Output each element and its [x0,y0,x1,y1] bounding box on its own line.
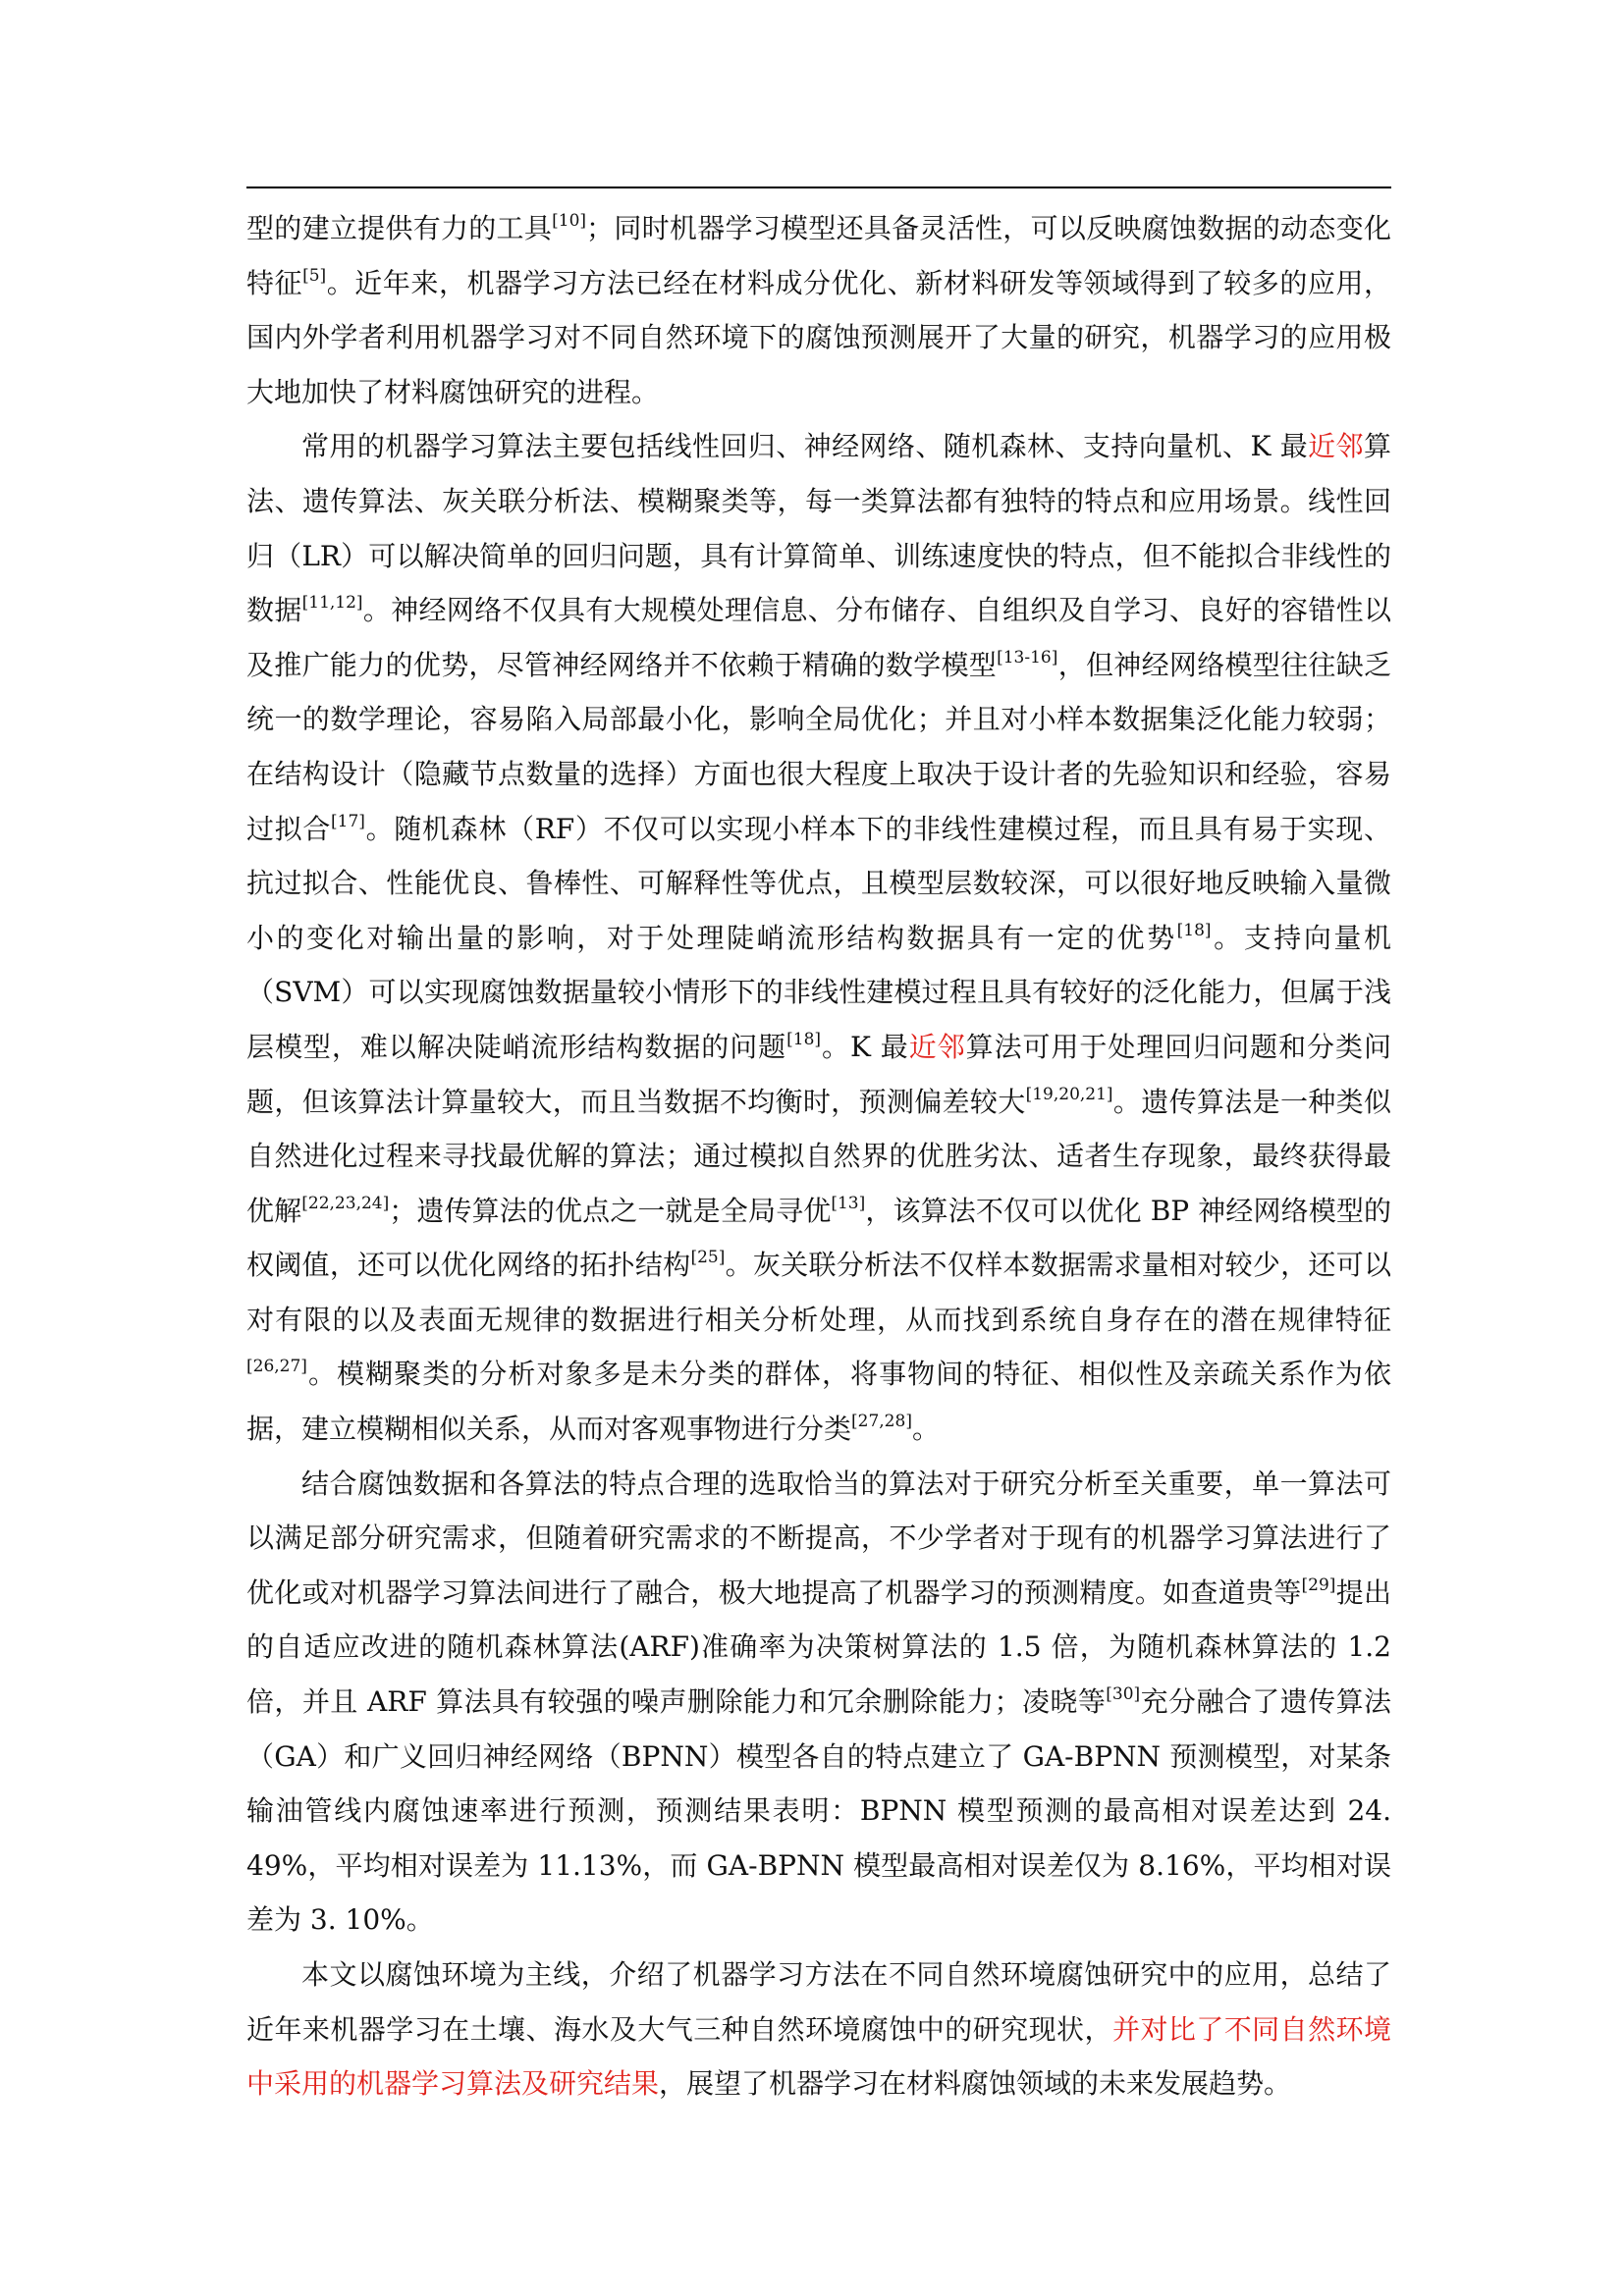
body-text [246,201,1391,2111]
paragraph-text: ，该算法不仅可以优化 BP 神经网络模型的权阈值，还可以优化网络的拓扑结构 [246,1194,1391,1282]
citation-ref: [13-16] [997,647,1058,667]
citation-ref: [25] [690,1248,726,1268]
paragraph-text: 。支持向量机（SVM）可以实现腐蚀数据量较小情形下的非线性建模过程且具有较好的泛化能力，但属于浅层模型，难以解决陡峭流形结构数据的问题 [246,921,1391,1063]
paragraph-text: ，但神经网络模型往往缺乏统一的数学理论，容易陷入局部最小化，影响全局优化；并且对小样本数据集泛化能力较弱；在结构设计（隐藏节点数量的选择）方面也很大程度上取决于设计者的先验知识和经验，容易过拟合 [246,648,1391,845]
highlighted-text: 近邻 [1308,430,1364,463]
paragraph [246,419,1391,1456]
header-rule [246,187,1391,188]
paragraph-text: 。近年来，机器学习方法已经在材料成分优化、新材料研发等领域得到了较多的应用，国内外学者利用机器学习对不同自然环境下的腐蚀预测展开了大量的研究，机器学习的应用极大地加快了材料腐蚀研究的进程。 [246,266,1391,408]
paragraph [246,1948,1391,2111]
citation-ref: [26,27] [246,1357,307,1377]
highlighted-text: 并对比了不同自然环境中采用的机器学习算法及研究结果 [246,2012,1391,2101]
citation-ref: [10] [552,211,587,231]
citation-ref: [29] [1301,1575,1336,1595]
paragraph-text: 型的建立提供有力的工具 [246,212,553,244]
paragraph-text: 算法可用于处理回归问题和分类问题，但该算法计算量较大，而且当数据不均衡时，预测偏差较大 [246,1030,1391,1118]
citation-ref: [5] [302,265,327,286]
paragraph-text: ，展望了机器学习在材料腐蚀领域的未来发展趋势。 [659,2067,1292,2101]
paragraph-text: 。遗传算法是一种类似自然进化过程来寻找最优解的算法；通过模拟自然界的优胜劣汰、适者生存现象，最终获得最优解 [246,1085,1391,1227]
citation-ref: [27,28] [851,1412,912,1432]
citation-ref: [22,23,24] [301,1193,390,1213]
paragraph-text: 算法、遗传算法、灰关联分析法、模糊聚类等，每一类算法都有独特的特点和应用场景。线性回归（LR）可以解决简单的回归问题，具有计算简单、训练速度快的特点，但不能拟合非线性的数据 [246,430,1391,627]
paragraph [246,1457,1391,1948]
citation-ref: [13] [831,1193,866,1213]
paragraph-text: 。神经网络不仅具有大规模处理信息、分布储存、自组织及自学习、良好的容错性以及推广能力的优势，尽管神经网络并不依赖于精确的数学模型 [246,594,1391,681]
citation-ref: [11,12] [301,593,363,614]
citation-ref: [18] [786,1029,822,1049]
paragraph-text: 。灰关联分析法不仅样本数据需求量相对较少，还可以对有限的以及表面无规律的数据进行相关分析处理，从而找到系统自身存在的潜在规律特征 [246,1249,1391,1336]
citation-ref: [30] [1106,1684,1141,1705]
paragraph-text: 常用的机器学习算法主要包括线性回归、神经网络、随机森林、支持向量机、K 最 [301,430,1309,463]
paragraph-text: 充分融合了遗传算法（GA）和广义回归神经网络（BPNN）模型各自的特点建立了 GA-BPNN 预测模型，对某条输油管线内腐蚀速率进行预测，预测结果表明：BPNN 模型预测的最高相对误差达到 24. 49%，平均相对误差为 11.13%，而 GA-BPNN 模型最高相对误差仅为 8.16%，平均相对误差为 3. 10%。 [246,1685,1391,1937]
paragraph-text: 提出的自适应改进的随机森林算法(ARF)准确率为决策树算法的 1.5 倍，为随机森林算法的 1.2 倍，并且 ARF 算法具有较强的噪声删除能力和冗余删除能力；凌晓等 [246,1575,1391,1719]
paragraph-text: 本文以腐蚀环境为主线，介绍了机器学习方法在不同自然环境腐蚀研究中的应用，总结了近年来机器学习在土壤、海水及大气三种自然环境腐蚀中的研究现状， [246,1958,1391,2046]
paragraph-text: 。模糊聚类的分析对象多是未分类的群体，将事物间的特征、相似性及亲疏关系作为依据，建立模糊相似关系，从而对客观事物进行分类 [246,1358,1391,1446]
paragraph [246,201,1391,419]
citation-ref: [18] [1176,920,1212,940]
paragraph-text: 。随机森林（RF）不仅可以实现小样本下的非线性建模过程，而且具有易于实现、抗过拟合、性能优良、鲁棒性、可解释性等优点，且模型层数较深，可以很好地反映输入量微小的变化对输出量的影响，对于处理陡峭流形结构数据具有一定的优势 [246,812,1391,954]
paragraph-text: 。K 最 [821,1030,909,1063]
citation-ref: [17] [331,811,365,831]
citation-ref: [19,20,21] [1025,1084,1113,1104]
highlighted-text: 近邻 [908,1030,966,1063]
paragraph-text: ；遗传算法的优点之一就是全局寻优 [389,1194,832,1227]
paragraph-text: ；同时机器学习模型还具备灵活性，可以反映腐蚀数据的动态变化特征 [246,212,1391,299]
paragraph-text: 结合腐蚀数据和各算法的特点合理的选取恰当的算法对于研究分析至关重要，单一算法可以满足部分研究需求，但随着研究需求的不断提高，不少学者对于现有的机器学习算法进行了优化或对机器学习算法间进行了融合，极大地提高了机器学习的预测精度。如查道贵等 [246,1467,1391,1609]
paragraph-text: 。 [911,1413,940,1446]
